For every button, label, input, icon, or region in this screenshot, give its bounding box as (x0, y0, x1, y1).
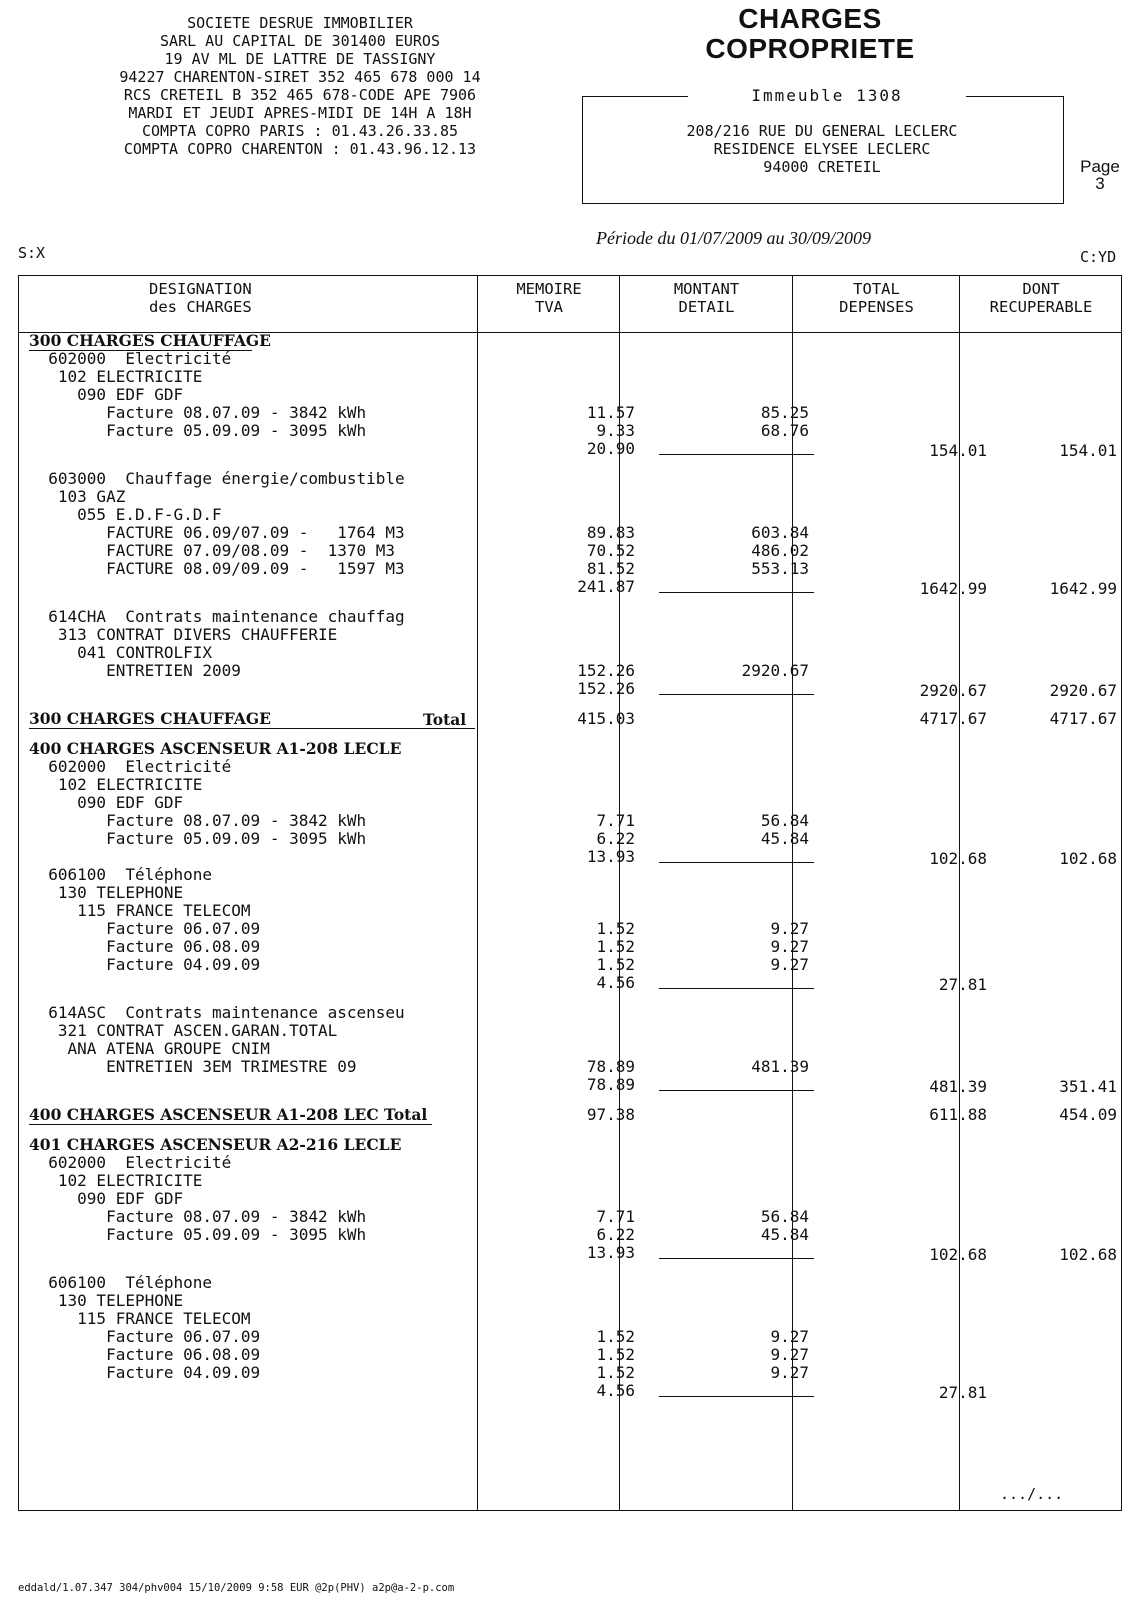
tva-amount: 1.52 (596, 937, 635, 956)
tva-amount: 1.52 (596, 1345, 635, 1364)
tva-amount: 89.83 (586, 523, 635, 542)
charge-description: 602000 Electricité (29, 757, 232, 776)
section-underline (29, 1124, 432, 1125)
tva-amount: 4.56 (596, 1381, 635, 1400)
building-label: Immeuble 1308 (688, 86, 966, 105)
section-heading: 300 CHARGES CHAUFFAGE (29, 331, 271, 350)
footer-reference: eddald/1.07.347 304/phv004 15/10/2009 9:58 EUR @2p(PHV) a2p@a-2-p.com (18, 1582, 455, 1594)
detail-amount: 9.27 (770, 1363, 809, 1382)
recuperable-amount: 1642.99 (1049, 579, 1117, 598)
company-line: 94227 CHARENTON-SIRET 352 465 678 000 14 (119, 68, 481, 86)
tva-amount: 78.89 (586, 1075, 635, 1094)
charge-description: Facture 06.08.09 (29, 1345, 261, 1364)
tva-amount: 6.22 (596, 1225, 635, 1244)
charge-description: 055 E.D.F-G.D.F (29, 505, 222, 524)
tva-amount: 152.26 (577, 661, 635, 680)
header-memoire-tva (479, 280, 619, 316)
total-depenses-amount: 102.68 (929, 849, 987, 868)
header-montant-detail (621, 280, 792, 316)
code-left: S:X (18, 244, 46, 262)
tva-amount: 13.93 (586, 847, 635, 866)
tva-amount: 1.52 (596, 1327, 635, 1346)
charge-description: Facture 06.07.09 (29, 919, 261, 938)
charge-description: Facture 05.09.09 - 3095 kWh (29, 1225, 367, 1244)
detail-amount: 9.27 (770, 1345, 809, 1364)
total-depenses-amount: 1642.99 (919, 579, 987, 598)
recuperable-amount: 102.68 (1059, 1245, 1117, 1264)
section-heading: 300 CHARGES CHAUFFAGE (29, 709, 271, 728)
charge-description: 606100 Téléphone (29, 865, 213, 884)
charge-description: 603000 Chauffage énergie/combustible (29, 469, 405, 488)
period: Période du 01/07/2009 au 30/09/2009 (596, 228, 871, 248)
detail-amount: 603.84 (751, 523, 809, 542)
header-dont-recuperable (961, 280, 1121, 316)
charge-description: 103 GAZ (29, 487, 126, 506)
page-label: Page (1080, 157, 1120, 176)
tva-amount: 7.71 (596, 811, 635, 830)
total-depenses-amount: 154.01 (929, 441, 987, 460)
tva-amount: 4.56 (596, 973, 635, 992)
header-text: TVA (535, 298, 563, 316)
detail-amount: 56.84 (760, 1207, 809, 1226)
charge-description: 614CHA Contrats maintenance chauffag (29, 607, 405, 626)
tva-amount: 81.52 (586, 559, 635, 578)
building-address (600, 122, 1044, 176)
section-heading: 401 CHARGES ASCENSEUR A2-216 LECLE (29, 1135, 402, 1154)
header-text: DEPENSES (839, 298, 914, 316)
charge-description: ENTRETIEN 3EM TRIMESTRE 09 (29, 1057, 357, 1076)
charge-description: 090 EDF GDF (29, 385, 184, 404)
tva-amount: 6.22 (596, 829, 635, 848)
tva-amount: 20.90 (586, 439, 635, 458)
recuperable-amount: 4717.67 (1049, 709, 1117, 728)
company-line: SARL AU CAPITAL DE 301400 EUROS (160, 32, 440, 50)
charge-description: FACTURE 06.09/07.09 - 1764 M3 (29, 523, 405, 542)
total-label: Total (423, 710, 467, 729)
company-line: RCS CRETEIL B 352 465 678-CODE APE 7906 (123, 86, 477, 104)
subtotal-rule (659, 454, 814, 455)
charge-description: Facture 04.09.09 (29, 1363, 261, 1382)
subtotal-rule (659, 862, 814, 863)
address-line: RESIDENCE ELYSEE LECLERC (713, 140, 931, 158)
charge-description: ENTRETIEN 2009 (29, 661, 241, 680)
charge-description: 115 FRANCE TELECOM (29, 1309, 251, 1328)
subtotal-rule (659, 694, 814, 695)
subtotal-rule (659, 1090, 814, 1091)
charge-description: 102 ELECTRICITE (29, 367, 203, 386)
tva-amount: 9.33 (596, 421, 635, 440)
header-text: DONT (1022, 280, 1060, 298)
total-depenses-amount: 4717.67 (919, 709, 987, 728)
charge-description: FACTURE 07.09/08.09 - 1370 M3 (29, 541, 396, 560)
charge-description: 606100 Téléphone (29, 1273, 213, 1292)
charge-description: 115 FRANCE TELECOM (29, 901, 251, 920)
recuperable-amount: 454.09 (1059, 1105, 1117, 1124)
recuperable-amount: 102.68 (1059, 849, 1117, 868)
header-total-depenses (794, 280, 959, 316)
total-depenses-amount: 481.39 (929, 1077, 987, 1096)
company-header (40, 14, 560, 158)
header-text: RECUPERABLE (989, 298, 1093, 316)
header-text: TOTAL (853, 280, 900, 298)
recuperable-amount: 2920.67 (1049, 681, 1117, 700)
continuation-mark: .../... (1000, 1485, 1064, 1503)
page-number: 3 (1095, 174, 1105, 193)
detail-amount: 45.84 (760, 1225, 809, 1244)
charge-description: 102 ELECTRICITE (29, 775, 203, 794)
page-indicator (1070, 158, 1130, 192)
charge-description: 130 TELEPHONE (29, 1291, 184, 1310)
code-right: C:YD (1080, 248, 1117, 266)
subtotal-rule (659, 1396, 814, 1397)
charge-description: 102 ELECTRICITE (29, 1171, 203, 1190)
column-divider (959, 276, 960, 1510)
detail-amount: 56.84 (760, 811, 809, 830)
charge-description: Facture 04.09.09 (29, 955, 261, 974)
title-line-2: COPROPRIETE (705, 33, 915, 64)
detail-amount: 486.02 (751, 541, 809, 560)
charge-description: FACTURE 08.09/09.09 - 1597 M3 (29, 559, 405, 578)
total-depenses-amount: 102.68 (929, 1245, 987, 1264)
section-heading: 400 CHARGES ASCENSEUR A1-208 LEC Total (29, 1105, 428, 1124)
charge-description: 090 EDF GDF (29, 1189, 184, 1208)
header-text: MONTANT (673, 280, 740, 298)
charge-description: Facture 06.07.09 (29, 1327, 261, 1346)
section-heading: 400 CHARGES ASCENSEUR A1-208 LECLE (29, 739, 402, 758)
charge-description: 602000 Electricité (29, 1153, 232, 1172)
header-designation (149, 280, 349, 316)
charge-description: Facture 08.07.09 - 3842 kWh (29, 403, 367, 422)
charge-description: 130 TELEPHONE (29, 883, 184, 902)
detail-amount: 9.27 (770, 1327, 809, 1346)
tva-amount: 13.93 (586, 1243, 635, 1262)
charge-description: 602000 Electricité (29, 349, 232, 368)
company-line: SOCIETE DESRUE IMMOBILIER (187, 14, 413, 32)
column-divider (792, 276, 793, 1510)
tva-amount: 70.52 (586, 541, 635, 560)
tva-amount: 11.57 (586, 403, 635, 422)
subtotal-rule (659, 988, 814, 989)
section-underline (29, 728, 475, 729)
detail-amount: 85.25 (760, 403, 809, 422)
header-text: DETAIL (678, 298, 735, 316)
company-line: COMPTA COPRO PARIS : 01.43.26.33.85 (141, 122, 459, 140)
title-line-1: CHARGES (738, 3, 882, 34)
total-depenses-amount: 2920.67 (919, 681, 987, 700)
document-title (640, 4, 980, 64)
company-line: MARDI ET JEUDI APRES-MIDI DE 14H A 18H (128, 104, 472, 122)
tva-amount: 241.87 (577, 577, 635, 596)
tva-amount: 7.71 (596, 1207, 635, 1226)
charge-description: Facture 05.09.09 - 3095 kWh (29, 421, 367, 440)
detail-amount: 9.27 (770, 937, 809, 956)
total-depenses-amount: 611.88 (929, 1105, 987, 1124)
header-text: DESIGNATION (149, 280, 252, 298)
charge-description: 090 EDF GDF (29, 793, 184, 812)
detail-amount: 45.84 (760, 829, 809, 848)
charge-description: Facture 08.07.09 - 3842 kWh (29, 811, 367, 830)
column-divider (619, 276, 620, 1510)
detail-amount: 9.27 (770, 955, 809, 974)
charge-description: Facture 06.08.09 (29, 937, 261, 956)
tva-amount: 1.52 (596, 1363, 635, 1382)
detail-amount: 481.39 (751, 1057, 809, 1076)
company-line: 19 AV ML DE LATTRE DE TASSIGNY (164, 50, 436, 68)
detail-amount: 68.76 (760, 421, 809, 440)
charge-description: 321 CONTRAT ASCEN.GARAN.TOTAL (29, 1021, 338, 1040)
header-text: des CHARGES (149, 298, 252, 316)
charge-description: 614ASC Contrats maintenance ascenseu (29, 1003, 405, 1022)
recuperable-amount: 351.41 (1059, 1077, 1117, 1096)
recuperable-amount: 154.01 (1059, 441, 1117, 460)
detail-amount: 9.27 (770, 919, 809, 938)
total-depenses-amount: 27.81 (938, 1383, 987, 1402)
tva-amount: 97.38 (586, 1105, 635, 1124)
header-text: MEMOIRE (516, 280, 582, 298)
subtotal-rule (659, 1258, 814, 1259)
detail-amount: 2920.67 (741, 661, 809, 680)
charge-description: Facture 08.07.09 - 3842 kWh (29, 1207, 367, 1226)
tva-amount: 1.52 (596, 919, 635, 938)
tva-amount: 152.26 (577, 679, 635, 698)
tva-amount: 78.89 (586, 1057, 635, 1076)
charge-description: 313 CONTRAT DIVERS CHAUFFERIE (29, 625, 338, 644)
address-line: 94000 CRETEIL (763, 158, 881, 176)
address-line: 208/216 RUE DU GENERAL LECLERC (686, 122, 958, 140)
charge-description: ANA ATENA GROUPE CNIM (29, 1039, 270, 1058)
charge-description: 041 CONTROLFIX (29, 643, 213, 662)
detail-amount: 553.13 (751, 559, 809, 578)
tva-amount: 1.52 (596, 955, 635, 974)
total-depenses-amount: 27.81 (938, 975, 987, 994)
charges-table (18, 275, 1122, 1511)
subtotal-rule (659, 592, 814, 593)
company-line: COMPTA COPRO CHARENTON : 01.43.96.12.13 (123, 140, 477, 158)
tva-amount: 415.03 (577, 709, 635, 728)
charge-description: Facture 05.09.09 - 3095 kWh (29, 829, 367, 848)
